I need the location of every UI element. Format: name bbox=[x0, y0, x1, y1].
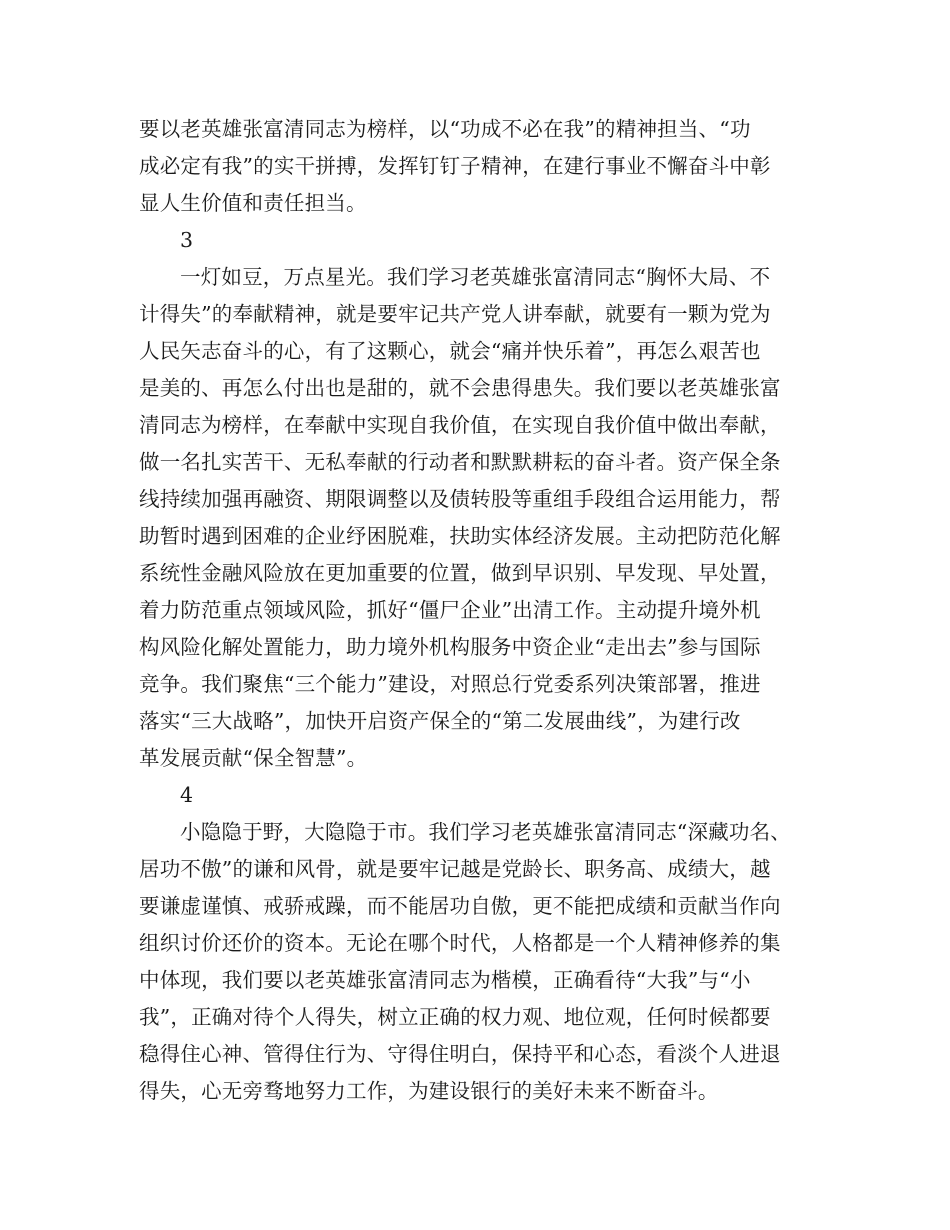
text-line: 中体现，我们要以老英雄张富清同志为楷模，正确看待“大我”与“小 bbox=[139, 968, 751, 992]
text-line: 革发展贡献“保全智慧”。 bbox=[139, 746, 368, 770]
text-line: 组织讨价还价的资本。无论在哪个时代，人格都是一个人精神修养的集 bbox=[139, 931, 781, 955]
text-line: 助暂时遇到困难的企业纾困脱难，扶助实体经济发展。主动把防范化解 bbox=[139, 524, 781, 548]
text-line: 要谦虚谨慎、戒骄戒躁，而不能居功自傲，更不能把成绩和贡献当作向 bbox=[139, 894, 781, 918]
text-line: 清同志为榜样，在奉献中实现自我价值，在实现自我价值中做出奉献， bbox=[139, 413, 781, 437]
text-line: 做一名扎实苦干、无私奉献的行动者和默默耕耘的奋斗者。资产保全条 bbox=[139, 450, 781, 474]
document-body bbox=[139, 111, 829, 1110]
text-line: 我”，正确对待个人得失，树立正确的权力观、地位观，任何时候都要 bbox=[139, 1005, 771, 1029]
text-line: 线持续加强再融资、期限调整以及债转股等重组手段组合运用能力，帮 bbox=[139, 487, 781, 511]
text-line: 是美的、再怎么付出也是甜的，就不会患得患失。我们要以老英雄张富 bbox=[139, 376, 781, 400]
text-line: 成必定有我”的实干拼搏，发挥钉钉子精神，在建行事业不懈奋斗中彰 bbox=[139, 154, 771, 178]
text-line: 居功不傲”的谦和风骨，就是要牢记越是党龄长、职务高、成绩大，越 bbox=[139, 857, 771, 881]
text-line: 稳得住心神、管得住行为、守得住明白，保持平和心态，看淡个人进退 bbox=[139, 1042, 781, 1066]
text-line: 人民矢志奋斗的心，有了这颗心，就会“痛并快乐着”，再怎么艰苦也 bbox=[139, 339, 761, 363]
text-line: 落实“三大战略”，加快开启资产保全的“第二发展曲线”，为建行改 bbox=[139, 709, 741, 733]
section-number: 4 bbox=[180, 783, 194, 807]
text-line: 得失，心无旁骛地努力工作，为建设银行的美好未来不断奋斗。 bbox=[139, 1079, 719, 1103]
paragraph-first-line: 小隐隐于野，大隐隐于市。我们学习老英雄张富清同志“深藏功名、 bbox=[180, 820, 791, 844]
text-line: 计得失”的奉献精神，就是要牢记共产党人讲奉献，就要有一颗为党为 bbox=[139, 302, 771, 326]
text-line: 竞争。我们聚焦“三个能力”建设，对照总行党委系列决策部署，推进 bbox=[139, 672, 761, 696]
text-line: 着力防范重点领域风险，抓好“僵尸企业”出清工作。主动提升境外机 bbox=[139, 598, 761, 622]
text-line: 构风险化解处置能力，助力境外机构服务中资企业“走出去”参与国际 bbox=[139, 635, 761, 659]
text-line: 要以老英雄张富清同志为榜样，以“功成不必在我”的精神担当、“功 bbox=[139, 117, 751, 141]
text-line: 显人生价值和责任担当。 bbox=[139, 191, 367, 215]
section-number: 3 bbox=[180, 228, 194, 252]
text-line: 系统性金融风险放在更加重要的位置，做到早识别、早发现、早处置， bbox=[139, 561, 781, 585]
paragraph-first-line: 一灯如豆，万点星光。我们学习老英雄张富清同志“胸怀大局、不 bbox=[180, 265, 771, 289]
